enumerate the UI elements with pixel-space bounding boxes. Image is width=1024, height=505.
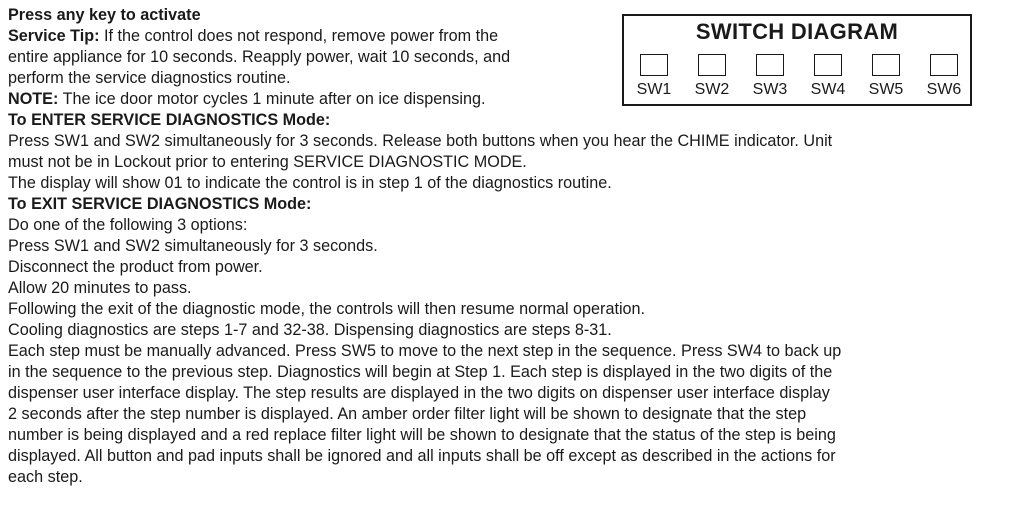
service-tip-label: Service Tip: — [8, 27, 100, 45]
exit-line-9: dispenser user interface display. The step results are displayed in the two digits on dispenser user interface display — [8, 384, 830, 402]
switch-diagram-title: SWITCH DIAGRAM — [695, 19, 899, 44]
service-tip-line-3: perform the service diagnostics routine. — [8, 69, 291, 87]
service-tip-text-1: If the control does not respond, remove power from the — [99, 27, 499, 45]
exit-diagnostics-heading: To EXIT SERVICE DIAGNOSTICS Mode: — [8, 195, 312, 213]
activate-heading: Press any key to activate — [8, 6, 201, 24]
exit-line-5: Following the exit of the diagnostic mode, the controls will then resume normal operation. — [8, 300, 646, 318]
exit-line-4: Allow 20 minutes to pass. — [8, 279, 192, 297]
exit-line-1: Do one of the following 3 options: — [8, 216, 248, 234]
exit-line-7: Each step must be manually advanced. Press SW5 to move to the next step in the sequence. Press SW4 to back up — [8, 342, 842, 360]
switch-sw5-label: SW5 — [868, 81, 904, 98]
exit-line-8: in the sequence to the previous step. Diagnostics will begin at Step 1. Each step is displayed in the two digits of the — [8, 363, 833, 381]
switch-sw6-box — [930, 54, 958, 76]
enter-diagnostics-heading: To ENTER SERVICE DIAGNOSTICS Mode: — [8, 111, 331, 129]
enter-line-2: must not be in Lockout prior to entering SERVICE DIAGNOSTIC MODE. — [8, 153, 527, 171]
service-tip-line-2: entire appliance for 10 seconds. Reapply power, wait 10 seconds, and — [8, 48, 511, 66]
exit-line-2: Press SW1 and SW2 simultaneously for 3 seconds. — [8, 237, 378, 255]
switch-sw6-label: SW6 — [926, 81, 962, 98]
switch-sw3-box — [756, 54, 784, 76]
enter-line-1: Press SW1 and SW2 simultaneously for 3 seconds. Release both buttons when you hear the CHIME indicator. Unit — [8, 132, 833, 150]
switch-sw4-box — [814, 54, 842, 76]
switch-sw1-label: SW1 — [636, 81, 672, 98]
note-label: NOTE: — [8, 90, 59, 108]
switch-sw4-label: SW4 — [810, 81, 846, 98]
switch-sw2-box — [698, 54, 726, 76]
exit-line-12: displayed. All button and pad inputs shall be ignored and all inputs shall be off except as described in the actions for — [8, 447, 836, 465]
switch-sw5-box — [872, 54, 900, 76]
switch-sw2-label: SW2 — [694, 81, 730, 98]
switch-diagram — [622, 14, 972, 106]
note-text: The ice door motor cycles 1 minute after on ice dispensing. — [58, 90, 486, 108]
exit-line-11: number is being displayed and a red replace filter light will be shown to designate that the status of the step is being — [8, 426, 836, 444]
switch-sw3-label: SW3 — [752, 81, 788, 98]
exit-line-10: 2 seconds after the step number is displayed. An amber order filter light will be shown to designate that the step — [8, 405, 807, 423]
switch-sw1-box — [640, 54, 668, 76]
exit-line-6: Cooling diagnostics are steps 1-7 and 32-38. Dispensing diagnostics are steps 8-31. — [8, 321, 612, 339]
enter-line-3: The display will show 01 to indicate the control is in step 1 of the diagnostics routine. — [8, 174, 612, 192]
exit-line-13: each step. — [8, 468, 83, 486]
exit-line-3: Disconnect the product from power. — [8, 258, 263, 276]
